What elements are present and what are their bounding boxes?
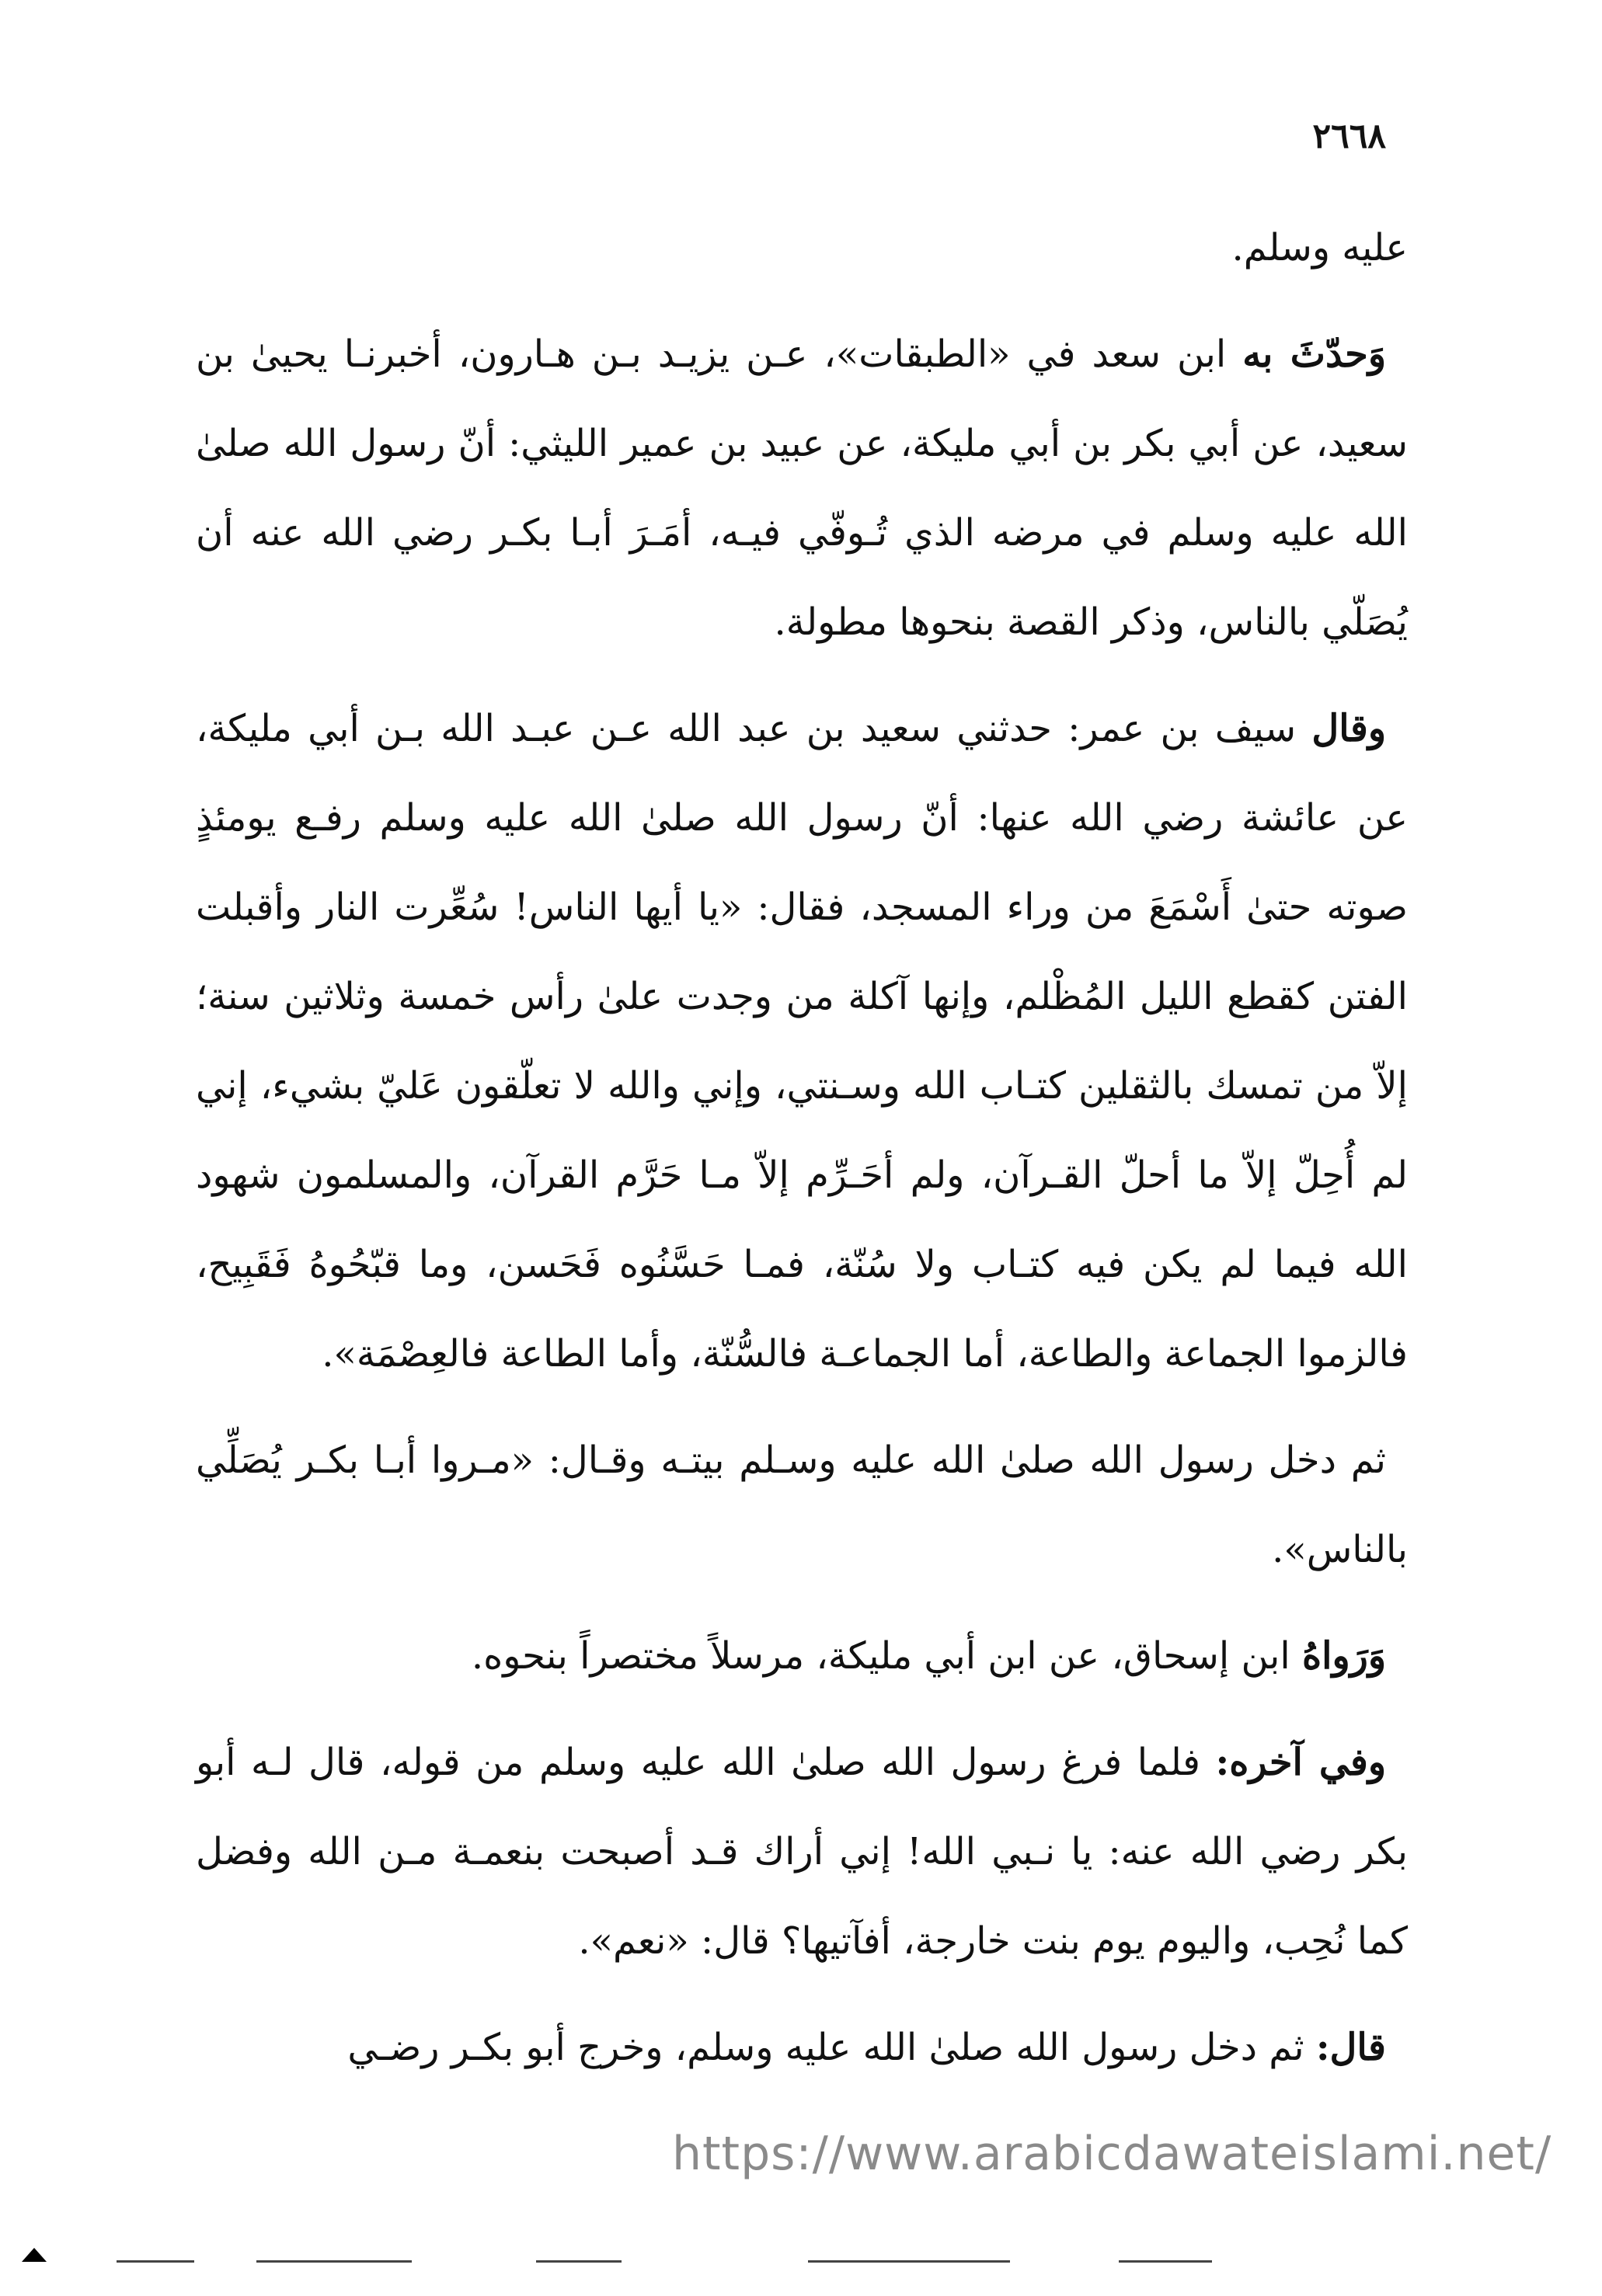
paragraph-text: ابن سعد في «الطبقات»، عـن يزيـد بـن هـارون، أخبرنـا يحيىٰ بن سعيد، عن أبي بكر بن أبي مليكة، عن عبيد بن عمير الليثي: أنّ رسول الله صلىٰ الله عليه وسلم في مرضه الذي تُـوفّي فيـه، أمَـرَ أبـا بكـر رضي الله عنه أن يُصَلّي بالناس، وذكر القصة بنحوها مطولة. — [196, 332, 1408, 644]
page-number: ٢٦٦٨ — [1312, 117, 1386, 156]
footer-dash — [1119, 2260, 1212, 2263]
footer-dash — [536, 2260, 622, 2263]
paragraph-text: ابن إسحاق، عن ابن أبي مليكة، مرسلاً مختصراً بنحوه. — [471, 1634, 1290, 1678]
paragraph-text: ثم دخل رسول الله صلىٰ الله عليه وسلم، وخرج أبو بكـر رضـي — [347, 2026, 1304, 2069]
paragraph-lead: وقال — [1311, 707, 1386, 750]
footer-dash — [117, 2260, 194, 2263]
footer-rule — [0, 2259, 1602, 2265]
paragraph — [196, 684, 1408, 1399]
paragraph-text: فلما فرغ رسول الله صلىٰ الله عليه وسلم من قوله، قال لـه أبو بكر رضي الله عنه: يا نـبي الله! إني أراك قـد أصبحت بنعمـة مـن الله وفضل كما نُحِب، واليوم يوم بنت خارجة، أفآتيها؟ قال: «نعم». — [196, 1741, 1408, 1963]
paragraph — [196, 204, 1408, 293]
paragraph — [196, 1416, 1408, 1595]
paragraph — [196, 1718, 1408, 1986]
page-body — [196, 204, 1408, 2092]
paragraph-lead: وَحدّثَ به — [1242, 332, 1386, 376]
paragraph — [196, 1612, 1408, 1701]
paragraph — [196, 310, 1408, 667]
paragraph-lead: وفي آخره: — [1215, 1741, 1387, 1784]
paragraph — [196, 2003, 1408, 2092]
footer-dash — [256, 2260, 412, 2263]
paragraph-text: ثم دخل رسول الله صلىٰ الله عليه وسـلم بيتـه وقـال: «مـروا أبـا بكـر يُصَلِّي بالناس». — [196, 1438, 1408, 1571]
footer-dash — [808, 2260, 1010, 2263]
paragraph-text: عليه وسلم. — [1231, 226, 1408, 270]
triangle-marker-icon — [22, 2248, 47, 2262]
watermark-url: https://www.arabicdawateislami.net/ — [672, 2127, 1552, 2181]
paragraph-lead: قال: — [1315, 2026, 1386, 2069]
paragraph-lead: وَرَواهُ — [1301, 1634, 1386, 1678]
paragraph-text: سيف بن عمر: حدثني سعيد بن عبد الله عـن عبـد الله بـن أبي مليكة، عن عائشة رضي الله عنها: أنّ رسول الله صلىٰ الله عليه وسلم رفـع يومئذٍ صوته حتىٰ أَسْمَعَ من وراء المسجد، فقال: «يا أيها الناس! سُعِّرت النار وأقبلت الفتن كقطع الليل المُظْلم، وإنها آكلة من وجدت علىٰ رأس خمسة وثلاثين سنة؛ إلاّ من تمسك بالثقلين كتـاب الله وسـنتي، وإني والله لا تعلّقون عَليّ بشيء، إني لم أُحِلّ إلاّ ما أحلّ القـرآن، ولم أحَـرِّم إلاّ مـا حَرَّم القرآن، والمسلمون شهود الله فيما لم يكن فيه كتـاب ولا سُنّة، فمـا حَسَّنُوه فَحَسن، وما قبّحُوهُ فَقَبِيح، فالزموا الجماعة والطاعة، أما الجماعـة فالسُّنّة، وأما الطاعة فالعِصْمَة». — [196, 707, 1409, 1376]
